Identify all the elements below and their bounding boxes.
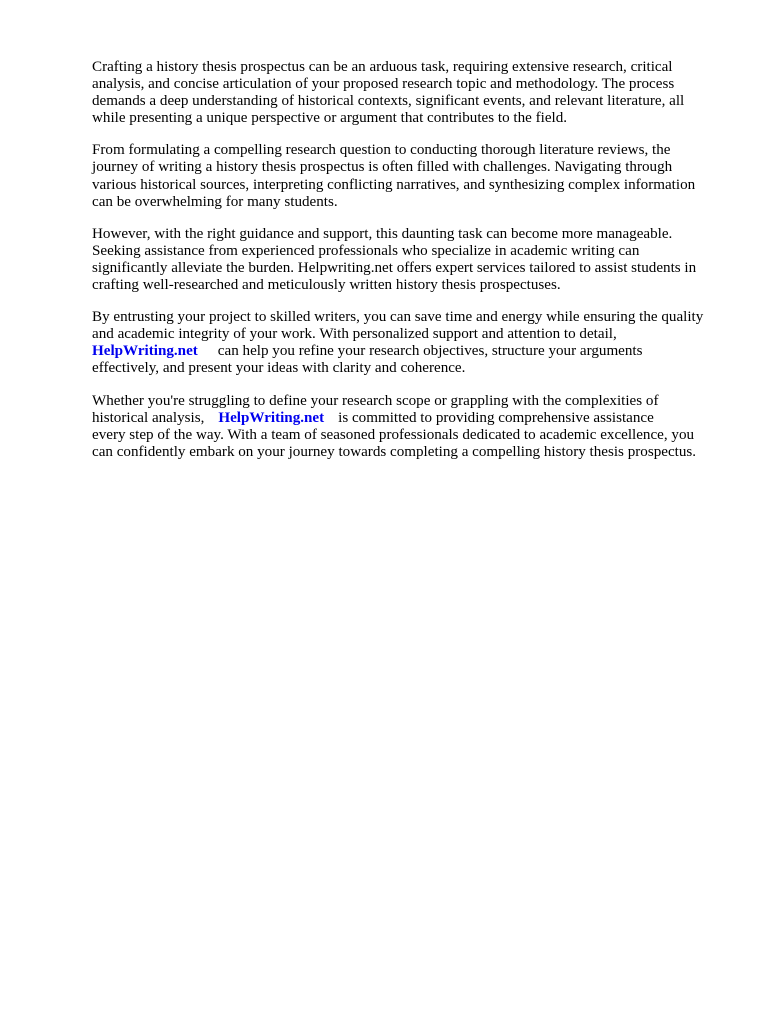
paragraph-conclusion (92, 393, 732, 461)
text-line: From formulating a compelling research question to conducting thorough literature reviews, the (92, 142, 671, 159)
text-line-with-link (92, 343, 732, 360)
text-line: Crafting a history thesis prospectus can be an arduous task, requiring extensive research, critical (92, 59, 673, 75)
text-line: Whether you're struggling to define your research scope or grappling with the complexities of (92, 392, 659, 409)
text-line: while presenting a unique perspective or argument that contributes to the field. (92, 110, 568, 127)
paragraph-challenges (92, 142, 732, 210)
text-line: By entrusting your project to skilled writers, you can save time and energy while ensuring the quality (92, 309, 704, 326)
text-line: However, with the right guidance and support, this daunting task can become more manageable. (92, 225, 673, 242)
text-line: every step of the way. With a team of seasoned professionals dedicated to academic excellence, you (92, 426, 695, 443)
text-line: Seeking assistance from experienced professionals who specialize in academic writing can (92, 242, 640, 259)
text-line: analysis, and concise articulation of your proposed research topic and methodology. The process (92, 76, 675, 93)
text-line: significantly alleviate the burden. Helpwriting.net offers expert services tailored to assist students in (92, 259, 697, 276)
document-body (92, 59, 732, 461)
text-line: can confidently embark on your journey towards completing a compelling history thesis prospectus. (92, 443, 697, 460)
text-line: various historical sources, interpreting conflicting narratives, and synthesizing complex information (92, 176, 696, 193)
text-fragment: can help you refine your research objectives, structure your arguments (217, 343, 643, 360)
text-line: effectively, and present your ideas with clarity and coherence. (92, 360, 466, 377)
paragraph-guidance (92, 226, 732, 294)
text-fragment: is committed to providing comprehensive assistance (338, 409, 654, 426)
helpwriting-link[interactable]: HelpWriting.net (218, 409, 325, 426)
helpwriting-link[interactable]: HelpWriting.net (92, 343, 198, 360)
text-fragment: historical analysis, (92, 409, 205, 426)
text-line: and academic integrity of your work. With personalized support and attention to detail, (92, 326, 617, 343)
text-line: crafting well-researched and meticulously written history thesis prospectuses. (92, 277, 561, 294)
paragraph-intro (92, 59, 732, 127)
text-line: can be overwhelming for many students. (92, 193, 338, 210)
paragraph-entrusting (92, 309, 732, 377)
text-line: journey of writing a history thesis prospectus is often filled with challenges. Navigating through (92, 159, 673, 176)
text-line: demands a deep understanding of historical contexts, significant events, and relevant literature, all (92, 93, 685, 110)
text-line-with-link (92, 410, 732, 427)
